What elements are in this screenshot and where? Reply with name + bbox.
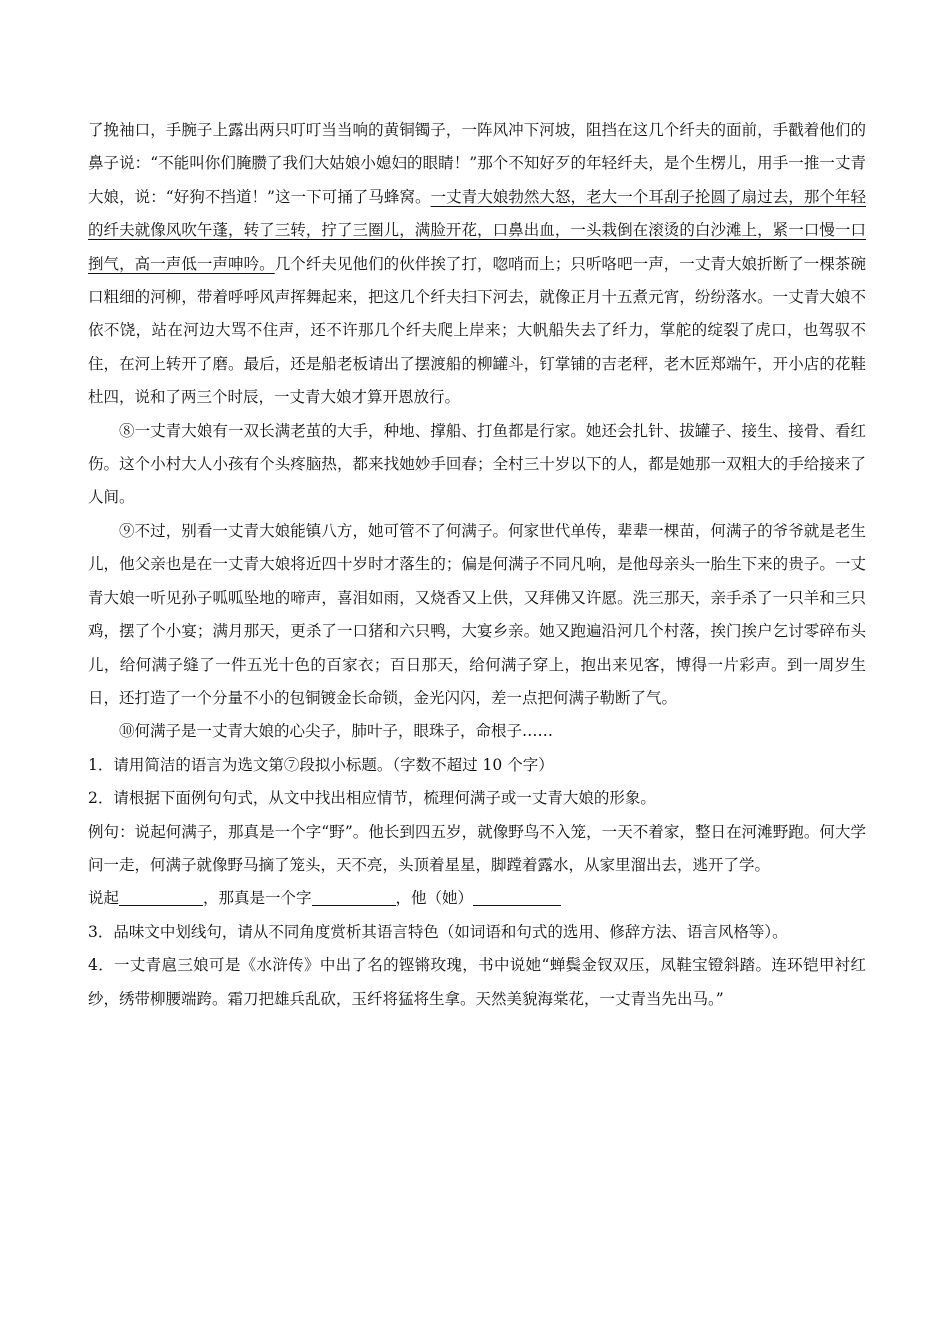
question-2-fill-line: [88, 882, 866, 915]
question-2: 2．请根据下面例句句式，从文中找出相应情节，梳理何满子或一丈青大娘的形象。: [88, 789, 656, 808]
answer-blank-1[interactable]: [119, 887, 203, 906]
paragraph-10: ⑩何满子是一丈青大娘的心尖子，肺叶子，眼珠子，命根子……: [119, 722, 554, 741]
fill-text-c: ，他（她）: [395, 889, 474, 908]
paragraph-7-text-a: 了挽袖口，手腕子上露出两只叮叮当当响的黄铜镯子，一阵风冲下河坡，阻挡在这几个纤夫的面前，手戳着他们的鼻子说：“不能叫你们腌臜了我们大姑娘小媳妇的眼睛！”那个不知好歹的年轻纤夫，是个生楞儿，用手一推一丈青大娘，说：“好狗不挡道！”这一下可捅了马蜂窝。: [88, 121, 866, 206]
underlined-sentence: 一丈青大娘勃然大怒，老大一个耳刮子抡圆了扇过去，那个年轻的纤夫就像风吹午蓬，转了三转，拧了三圈儿，满脸开花，口鼻出血，一头栽倒在滚烫的白沙滩上，紧一口慢一口捯气，高一声低一声呻吟。: [88, 187, 866, 273]
paragraph-9: ⑨不过，别看一丈青大娘能镇八方，她可管不了何满子。何家世代单传，辈辈一棵苗，何满子的爷爷就是老生儿，他父亲也是在一丈青大娘将近四十岁时才落生的；偏是何满子不同凡响，是他母亲头一胎生下来的贵子。一丈青大娘一听见孙子呱呱坠地的啼声，喜泪如雨，又烧香又上供，又拜佛又许愿。洗三那天，亲手杀了一只羊和三只鸡，摆了个小宴；满月那天，更杀了一口猪和六只鸭，大宴乡亲。她又跑遍沿河几个村落，挨门挨户乞讨零碎布头儿，给何满子缝了一件五光十色的百家衣；百日那天，给何满子穿上，抱出来见客，博得一片彩声。到一周岁生日，还打造了一个分量不小的包铜镀金长命锁，金光闪闪，差一点把何满子勒断了气。: [88, 521, 866, 707]
paragraph-7: [88, 114, 866, 415]
question-4: 4．一丈青扈三娘可是《水浒传》中出了名的铿锵玫瑰，书中说她“蝉鬓金钗双压，凤鞋宝镫斜踏。连环铠甲衬红纱，绣带柳腰端跨。霜刀把雄兵乱砍，玉纤将猛将生拿。天然美貌海棠花，一丈青当先出马。”: [88, 956, 866, 1008]
question-2-example: 例句：说起何满子，那真是一个字“野”。他长到四五岁，就像野鸟不入笼，一天不着家，整日在河滩野跑。何大学问一走，何满子就像野马摘了笼头，天不亮，头顶着星星，脚蹚着露水，从家里溜出去，逃开了学。: [88, 822, 866, 874]
question-1: 1．请用简洁的语言为选文第⑦段拟小标题。（字数不超过 10 个字）: [88, 755, 554, 774]
document-page: [88, 114, 866, 1016]
fill-text-a: 说起: [88, 889, 120, 908]
paragraph-7-text-b: 几个纤夫见他们的伙伴挨了打，唿哨而上；只听咯吧一声，一丈青大娘折断了一棵茶碗口粗细的河柳，带着呼呼风声挥舞起来，把这几个纤夫扫下河去，就像正月十五煮元宵，纷纷落水。一丈青大娘不依不饶，站在河边大骂不住声，还不许那几个纤夫爬上岸来；大帆船失去了纤力，掌舵的绽裂了虎口，也驾驭不住，在河上转开了磨。最后，还是船老板请出了摆渡船的柳罐斗，钉掌铺的吉老秤，老木匠郑端午，开小店的花鞋杜四，说和了两三个时辰，一丈青大娘才算开恩放行。: [88, 254, 866, 407]
answer-blank-2[interactable]: [312, 887, 396, 906]
paragraph-8: ⑧一丈青大娘有一双长满老茧的大手，种地、撑船、打鱼都是行家。她还会扎针、拔罐子、接生、接骨、看红伤。这个小村大人小孩有个头疼脑热，都来找她妙手回春；全村三十岁以下的人，都是她那一双粗大的手给接来了人间。: [88, 421, 866, 507]
question-3: 3．品味文中划线句，请从不同角度赏析其语言特色（如词语和句式的选用、修辞方法、语言风格等）。: [88, 922, 788, 941]
answer-blank-3[interactable]: [473, 887, 561, 906]
fill-text-b: ，那真是一个字: [203, 889, 312, 908]
